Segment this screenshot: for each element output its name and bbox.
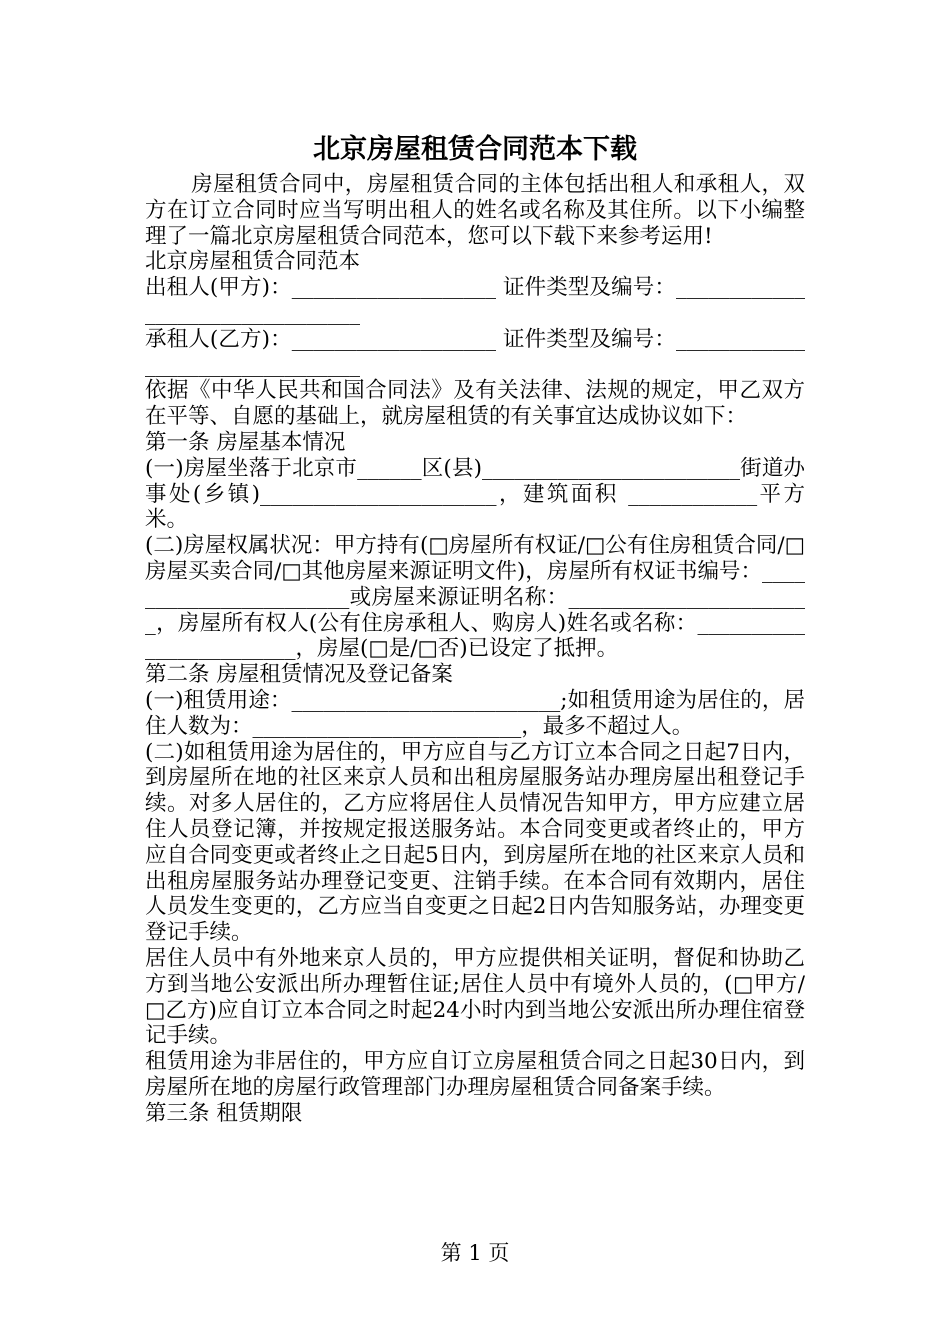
legal-basis-paragraph: 依据《中华人民共和国合同法》及有关法律、法规的规定，甲乙双方在平等、自愿的基础上，就房屋租赁的有关事宜达成协议如下： bbox=[145, 378, 805, 430]
intro-paragraph: 房屋租赁合同中，房屋租赁合同的主体包括出租人和承租人，双方在订立合同时应当写明出租人的姓名或名称及其住所。以下小编整理了一篇北京房屋租赁合同范本，您可以下载下来参考运用! bbox=[145, 172, 805, 249]
lessor-line: 出租人(甲方)：___________________ 证件类型及编号：________________________________ bbox=[145, 275, 805, 326]
registration-paragraph: (二)如租赁用途为居住的，甲方应自与乙方订立本合同之日起7日内，到房屋所在地的社区来京人员和出租房屋服务站办理房屋出租登记手续。对多人居住的，乙方应将居住人员情况告知甲方，甲方应建立居住人员登记簿，并按规定报送服务站。本合同变更或者终止的，甲方应自合同变更或者终止之日起5日内，到房屋所在地的社区来京人员和出租房屋服务站办理登记变更、注销手续。在本合同有效期内，居住人员发生变更的，乙方应当自变更之日起2日内告知服务站，办理变更登记手续。 bbox=[145, 739, 805, 946]
page-number: 第 1 页 bbox=[440, 1241, 510, 1265]
property-ownership-paragraph: (二)房屋权属状况：甲方持有(□房屋所有权证/□公有住房租赁合同/□房屋买卖合同/□其他房屋来源证明文件)，房屋所有权证书编号：_______________________或房屋来源证明名称：_______________________，房屋所有权人(公有住房承租人、购房人)姓名或名称：________________________，房屋(□是/□否)已设定了抵押。 bbox=[145, 533, 805, 662]
article-1-heading: 第一条 房屋基本情况 bbox=[145, 429, 346, 455]
document-body bbox=[145, 172, 805, 1126]
non-local-residents-paragraph: 居住人员中有外地来京人员的，甲方应提供相关证明，督促和协助乙方到当地公安派出所办理暂住证;居住人员中有境外人员的，(□甲方/□乙方)应自订立本合同之时起24小时内到当地公安派出所办理住宿登记手续。 bbox=[145, 945, 805, 1049]
non-residential-paragraph: 租赁用途为非居住的，甲方应自订立房屋租赁合同之日起30日内，到房屋所在地的房屋行政管理部门办理房屋租赁合同备案手续。 bbox=[145, 1049, 805, 1100]
contract-heading: 北京房屋租赁合同范本 bbox=[145, 249, 361, 275]
document-title: 北京房屋租赁合同范本下载 bbox=[313, 134, 637, 165]
article-3-heading: 第三条 租赁期限 bbox=[145, 1100, 303, 1126]
lease-purpose-paragraph: (一)租赁用途：_________________________;如租赁用途为居住的，居住人数为：_________________________，最多不超过人。 bbox=[145, 687, 805, 739]
lessee-line: 承租人(乙方)：___________________ 证件类型及编号：________________________________ bbox=[145, 326, 805, 378]
article-2-heading: 第二条 房屋租赁情况及登记备案 bbox=[145, 662, 453, 688]
property-location-paragraph: (一)房屋坐落于北京市______区(县)________________________街道办事处(乡镇)______________________，建筑面积 ____________平方米。 bbox=[145, 455, 805, 533]
